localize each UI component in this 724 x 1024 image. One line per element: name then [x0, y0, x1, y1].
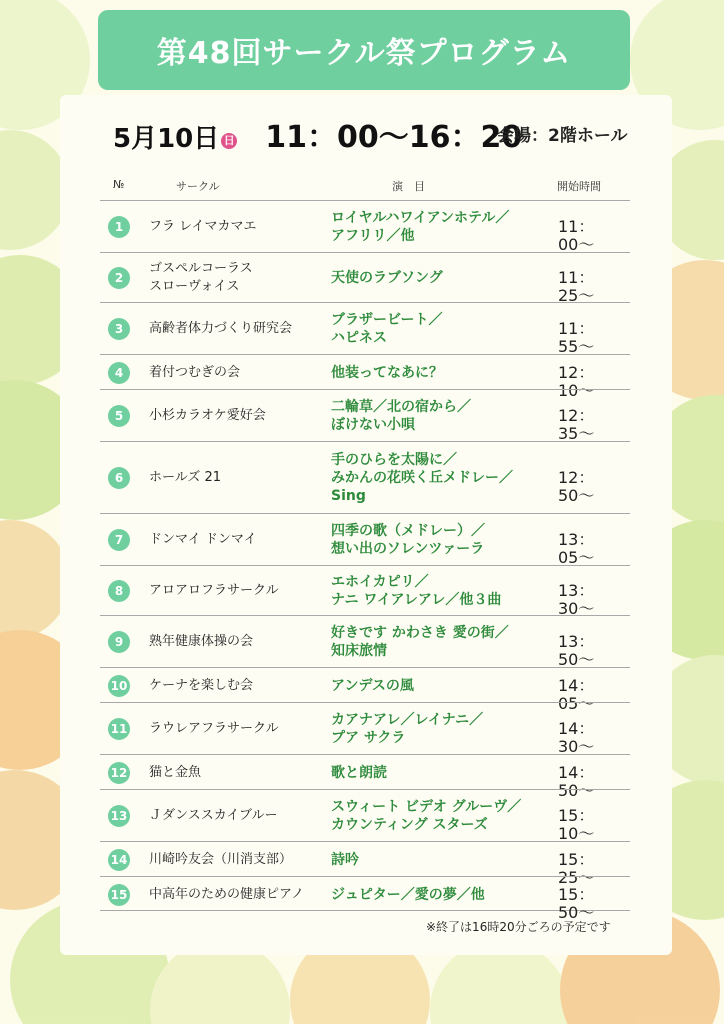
circle-name-line: フラ レイマカマエ [149, 219, 257, 234]
table-row [100, 754, 630, 800]
program-title [331, 711, 483, 747]
row-number-badge: 14 [108, 849, 130, 871]
event-date: 5月10日 [113, 124, 220, 154]
start-time: 15：25〜 [558, 849, 595, 887]
program-title [331, 886, 485, 904]
weekday-badge: 日 [221, 133, 237, 149]
program-title-line: Sing [331, 488, 366, 504]
circle-name-line: 川崎吟友会（川消支部） [149, 851, 293, 867]
start-time: 13：05〜 [558, 530, 595, 567]
program-title-line: 詩吟 [331, 851, 359, 868]
circle-name-line: 中高年のための健康ピアノ [149, 886, 304, 902]
circle-name-line: 小杉カラオケ愛好会 [149, 408, 266, 423]
table-row [100, 667, 630, 713]
table-row [100, 876, 630, 922]
program-title-line: アフリリ／他 [331, 228, 415, 244]
circle-name-line: 高齢者体力づくり研究会 [149, 321, 293, 336]
table-row [100, 702, 630, 754]
row-number-badge: 13 [108, 805, 130, 827]
circle-name [149, 531, 257, 549]
table-row [100, 565, 630, 618]
header-circle: サークル [176, 180, 220, 193]
row-number-badge: 1 [108, 216, 130, 238]
circle-name [149, 260, 253, 296]
program-table [100, 200, 630, 922]
circle-name [149, 364, 240, 382]
table-row [100, 354, 630, 400]
circle-name [149, 807, 277, 825]
start-time: 11：00〜 [558, 217, 595, 254]
start-time: 15：10〜 [558, 806, 595, 843]
program-title [331, 677, 414, 695]
circle-name-line: ゴスペルコーラス [149, 261, 253, 276]
row-number-badge: 8 [108, 580, 130, 602]
header-program: 演 目 [392, 180, 425, 193]
start-time: 14：30〜 [558, 719, 595, 756]
page-title: 第48回サークル祭プログラム [98, 10, 630, 90]
start-time: 12：10〜 [558, 362, 595, 400]
program-title [331, 364, 443, 382]
circle-name-line: ホールズ 21 [149, 470, 222, 485]
program-title [331, 522, 485, 558]
program-title [331, 798, 521, 834]
program-title-line: 好きです かわさき 愛の街／ [331, 625, 509, 641]
table-row [100, 302, 630, 354]
circle-name-line: アロアロフラサークル [149, 583, 279, 598]
circle-name-line: 着付つむぎの会 [149, 364, 241, 380]
circle-name-line: 猫と金魚 [149, 764, 202, 780]
program-title-line: 天使のラブソング [331, 270, 443, 286]
circle-name-line: スローヴォイス [149, 279, 240, 294]
header-start-time: 開始時間 [557, 180, 601, 193]
circle-name-line: Ｊダンススカイブルー [149, 808, 278, 823]
date-time-line [113, 112, 523, 155]
event-time-range: 11：00〜16：20 [265, 120, 523, 155]
event-venue: 会場：2階ホール [497, 126, 628, 146]
circle-name-line: ラウレアフラサークル [149, 721, 279, 736]
program-title-line: ロイヤルハワイアンホテル／ [331, 210, 510, 226]
circle-name [149, 886, 304, 904]
start-time: 11：25〜 [558, 268, 595, 305]
program-title-line: ナニ ワイアレアレ／他３曲 [331, 592, 502, 608]
start-time: 11：55〜 [558, 319, 595, 356]
circle-name-line: ドンマイ ドンマイ [149, 532, 257, 547]
start-time: 14：05〜 [558, 675, 595, 713]
program-title-line: カウンティング スターズ [331, 817, 488, 833]
start-time: 13：30〜 [558, 581, 595, 618]
program-title-line: 知床旅情 [331, 643, 387, 659]
program-title-line: ぼけない小唄 [331, 417, 415, 433]
program-title-line: スウィート ビデオ グルーヴ／ [331, 799, 522, 815]
program-title-line: 他装ってなあに？ [331, 364, 443, 381]
row-number-badge: 10 [108, 675, 130, 697]
program-title [331, 209, 509, 245]
program-title-line: カアナアレ／レイナニ／ [331, 712, 484, 728]
circle-name [149, 764, 201, 782]
circle-name [149, 720, 279, 738]
circle-name [149, 469, 221, 487]
program-title-line: 四季の歌（メドレー）／ [331, 523, 485, 539]
circle-name-line: 熟年健康体操の会 [149, 634, 254, 649]
program-title [331, 624, 509, 660]
table-row [100, 252, 630, 305]
program-title-line: 手のひらを太陽に／ [331, 452, 457, 468]
program-title-line: みかんの花咲く丘メドレー／ [331, 470, 513, 486]
row-number-badge: 2 [108, 267, 130, 289]
program-title [331, 311, 442, 347]
table-row [100, 615, 630, 667]
circle-name [149, 218, 256, 236]
program-title [331, 269, 443, 287]
start-time: 12：50〜 [558, 468, 595, 505]
start-time: 15：50〜 [558, 884, 595, 922]
table-row [100, 200, 630, 252]
program-title [331, 451, 513, 505]
program-title-line: 二輪草／北の宿から／ [331, 399, 471, 415]
program-title-line: 想い出のソレンツァーラ [331, 541, 485, 557]
circle-name [149, 633, 253, 651]
row-number-badge: 5 [108, 405, 130, 427]
table-row [100, 389, 630, 441]
row-number-badge: 11 [108, 718, 130, 740]
row-number-badge: 12 [108, 762, 130, 784]
program-title-line: エホイカピリ／ [331, 574, 429, 590]
end-time-note: ※終了は16時20分ごろの予定です [426, 920, 611, 934]
row-number-badge: 3 [108, 318, 130, 340]
program-title-line: アンデスの風 [331, 677, 414, 694]
circle-name [149, 320, 292, 338]
circle-name-line: ケーナを楽しむ会 [149, 677, 254, 693]
header-no: № [113, 178, 125, 191]
table-row [100, 441, 630, 513]
circle-name [149, 407, 266, 425]
row-number-badge: 15 [108, 884, 130, 906]
start-time: 13：50〜 [558, 632, 595, 669]
program-title [331, 573, 501, 609]
circle-name [149, 582, 279, 600]
table-row [100, 841, 630, 887]
row-number-badge: 7 [108, 529, 130, 551]
table-row [100, 789, 630, 841]
program-title [331, 851, 359, 869]
row-number-badge: 9 [108, 631, 130, 653]
row-number-badge: 4 [108, 362, 130, 384]
circle-name [149, 851, 292, 869]
row-number-badge: 6 [108, 467, 130, 489]
circle-name [149, 677, 253, 695]
start-time: 14：50〜 [558, 762, 595, 800]
program-title-line: ブラザービート／ [331, 312, 443, 328]
table-row [100, 513, 630, 565]
program-title-line: プア サクラ [331, 730, 406, 746]
program-title-line: 歌と朗読 [331, 764, 387, 781]
program-title [331, 764, 387, 782]
program-title-line: ジュピター／愛の夢／他 [331, 886, 485, 903]
start-time: 12：35〜 [558, 406, 595, 443]
program-title [331, 398, 471, 434]
program-title-line: ハピネス [331, 330, 387, 346]
